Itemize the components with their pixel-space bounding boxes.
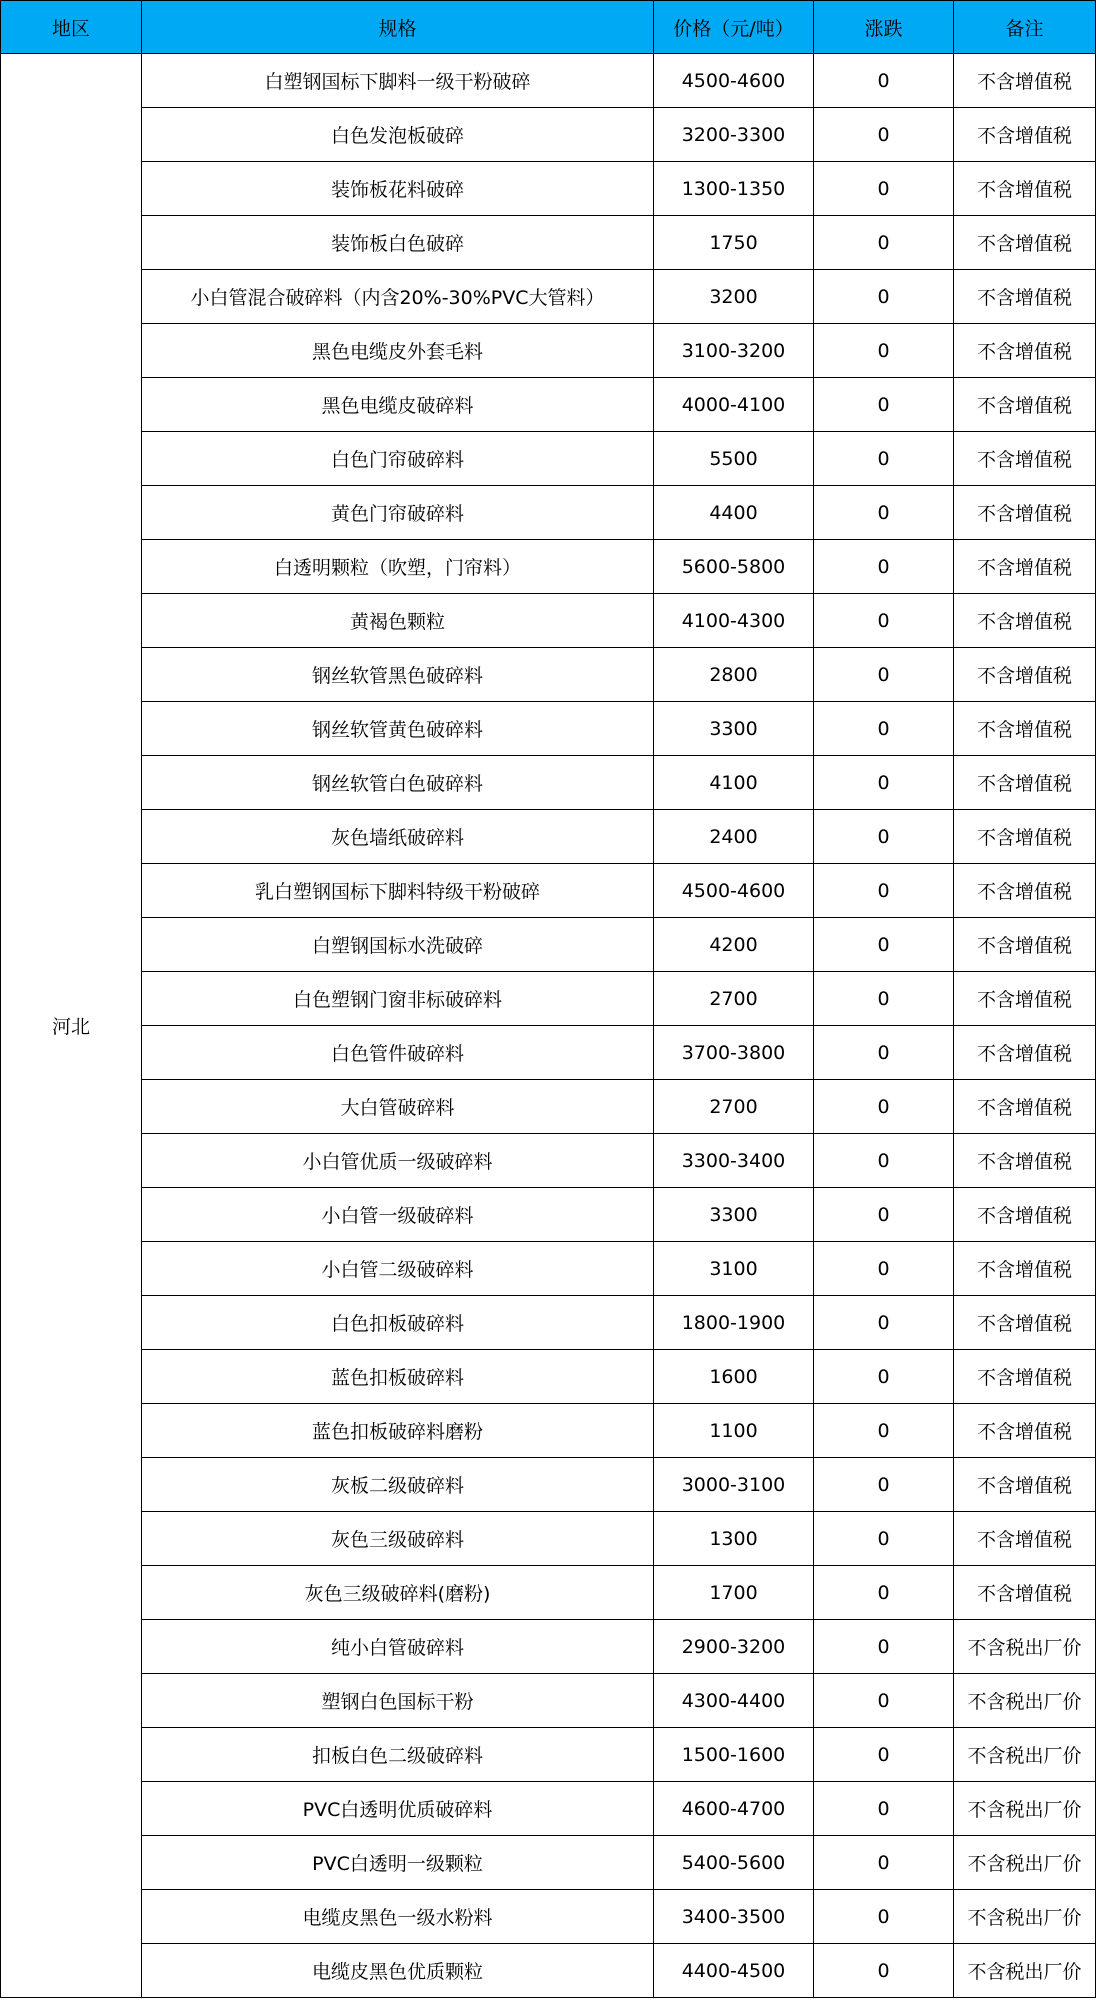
note-cell: 不含增值税 (954, 594, 1096, 648)
change-cell: 0 (814, 648, 954, 702)
spec-cell: 黄褐色颗粒 (142, 594, 654, 648)
header-spec: 规格 (142, 1, 654, 54)
note-cell: 不含税出厂价 (954, 1836, 1096, 1890)
table-row (1, 432, 1096, 486)
region-cell: 河北 (1, 54, 142, 1998)
spec-cell: 灰色三级破碎料 (142, 1512, 654, 1566)
note-cell: 不含增值税 (954, 162, 1096, 216)
header-region: 地区 (1, 1, 142, 54)
spec-cell: PVC白透明优质破碎料 (142, 1782, 654, 1836)
change-cell: 0 (814, 324, 954, 378)
price-cell: 4600-4700 (654, 1782, 814, 1836)
spec-cell: 灰板二级破碎料 (142, 1458, 654, 1512)
change-cell: 0 (814, 432, 954, 486)
note-cell: 不含增值税 (954, 324, 1096, 378)
change-cell: 0 (814, 1782, 954, 1836)
spec-cell: 白色发泡板破碎 (142, 108, 654, 162)
note-cell: 不含增值税 (954, 918, 1096, 972)
note-cell: 不含增值税 (954, 1458, 1096, 1512)
spec-cell: 小白管混合破碎料（内含20%-30%PVC大管料） (142, 270, 654, 324)
price-cell: 4500-4600 (654, 54, 814, 108)
spec-cell: 扣板白色二级破碎料 (142, 1728, 654, 1782)
table-row (1, 648, 1096, 702)
table-row (1, 1188, 1096, 1242)
table-row (1, 1566, 1096, 1620)
spec-cell: 钢丝软管黄色破碎料 (142, 702, 654, 756)
price-cell: 3100-3200 (654, 324, 814, 378)
change-cell: 0 (814, 1188, 954, 1242)
note-cell: 不含税出厂价 (954, 1620, 1096, 1674)
spec-cell: 蓝色扣板破碎料 (142, 1350, 654, 1404)
note-cell: 不含增值税 (954, 378, 1096, 432)
price-cell: 4100 (654, 756, 814, 810)
header-row (1, 1, 1096, 54)
note-cell: 不含增值税 (954, 756, 1096, 810)
table-row (1, 1242, 1096, 1296)
note-cell: 不含增值税 (954, 1080, 1096, 1134)
spec-cell: 白塑钢国标下脚料一级干粉破碎 (142, 54, 654, 108)
price-cell: 4100-4300 (654, 594, 814, 648)
note-cell: 不含增值税 (954, 1566, 1096, 1620)
table-row (1, 108, 1096, 162)
spec-cell: 灰色墙纸破碎料 (142, 810, 654, 864)
spec-cell: 灰色三级破碎料(磨粉) (142, 1566, 654, 1620)
price-cell: 4400-4500 (654, 1944, 814, 1998)
price-cell: 1800-1900 (654, 1296, 814, 1350)
note-cell: 不含增值税 (954, 216, 1096, 270)
price-cell: 2800 (654, 648, 814, 702)
price-cell: 3300-3400 (654, 1134, 814, 1188)
note-cell: 不含税出厂价 (954, 1890, 1096, 1944)
note-cell: 不含税出厂价 (954, 1728, 1096, 1782)
price-cell: 4200 (654, 918, 814, 972)
price-cell: 5600-5800 (654, 540, 814, 594)
price-cell: 2700 (654, 972, 814, 1026)
note-cell: 不含增值税 (954, 1296, 1096, 1350)
price-cell: 2400 (654, 810, 814, 864)
table-row (1, 864, 1096, 918)
header-price: 价格（元/吨） (654, 1, 814, 54)
change-cell: 0 (814, 1458, 954, 1512)
table-row (1, 1134, 1096, 1188)
change-cell: 0 (814, 594, 954, 648)
change-cell: 0 (814, 1404, 954, 1458)
spec-cell: 钢丝软管黑色破碎料 (142, 648, 654, 702)
table-row (1, 1458, 1096, 1512)
price-cell: 3300 (654, 1188, 814, 1242)
note-cell: 不含税出厂价 (954, 1944, 1096, 1998)
price-cell: 3000-3100 (654, 1458, 814, 1512)
change-cell: 0 (814, 378, 954, 432)
header-change: 涨跌 (814, 1, 954, 54)
spec-cell: 大白管破碎料 (142, 1080, 654, 1134)
spec-cell: PVC白透明一级颗粒 (142, 1836, 654, 1890)
table-row (1, 594, 1096, 648)
spec-cell: 小白管优质一级破碎料 (142, 1134, 654, 1188)
table-row (1, 486, 1096, 540)
note-cell: 不含增值税 (954, 1512, 1096, 1566)
price-cell: 4300-4400 (654, 1674, 814, 1728)
change-cell: 0 (814, 1620, 954, 1674)
note-cell: 不含增值税 (954, 810, 1096, 864)
spec-cell: 小白管一级破碎料 (142, 1188, 654, 1242)
spec-cell: 装饰板花料破碎 (142, 162, 654, 216)
table-row (1, 1404, 1096, 1458)
change-cell: 0 (814, 918, 954, 972)
note-cell: 不含增值税 (954, 1404, 1096, 1458)
spec-cell: 白透明颗粒（吹塑，门帘料） (142, 540, 654, 594)
change-cell: 0 (814, 486, 954, 540)
spec-cell: 钢丝软管白色破碎料 (142, 756, 654, 810)
spec-cell: 塑钢白色国标干粉 (142, 1674, 654, 1728)
price-cell: 1750 (654, 216, 814, 270)
spec-cell: 黑色电缆皮破碎料 (142, 378, 654, 432)
note-cell: 不含增值税 (954, 270, 1096, 324)
spec-cell: 蓝色扣板破碎料磨粉 (142, 1404, 654, 1458)
note-cell: 不含增值税 (954, 864, 1096, 918)
note-cell: 不含增值税 (954, 54, 1096, 108)
spec-cell: 黑色电缆皮外套毛料 (142, 324, 654, 378)
note-cell: 不含税出厂价 (954, 1782, 1096, 1836)
change-cell: 0 (814, 270, 954, 324)
note-cell: 不含增值税 (954, 702, 1096, 756)
table-row (1, 972, 1096, 1026)
note-cell: 不含增值税 (954, 432, 1096, 486)
change-cell: 0 (814, 1566, 954, 1620)
spec-cell: 白色门帘破碎料 (142, 432, 654, 486)
change-cell: 0 (814, 1134, 954, 1188)
table-row (1, 1782, 1096, 1836)
price-cell: 4000-4100 (654, 378, 814, 432)
price-cell: 4500-4600 (654, 864, 814, 918)
spec-cell: 电缆皮黑色优质颗粒 (142, 1944, 654, 1998)
table-row (1, 1674, 1096, 1728)
spec-cell: 装饰板白色破碎 (142, 216, 654, 270)
note-cell: 不含增值税 (954, 972, 1096, 1026)
price-cell: 3200-3300 (654, 108, 814, 162)
spec-cell: 白塑钢国标水洗破碎 (142, 918, 654, 972)
price-cell: 3100 (654, 1242, 814, 1296)
change-cell: 0 (814, 162, 954, 216)
note-cell: 不含税出厂价 (954, 1674, 1096, 1728)
change-cell: 0 (814, 1026, 954, 1080)
price-cell: 3400-3500 (654, 1890, 814, 1944)
note-cell: 不含增值税 (954, 1134, 1096, 1188)
table-row (1, 1620, 1096, 1674)
spec-cell: 小白管二级破碎料 (142, 1242, 654, 1296)
price-cell: 5400-5600 (654, 1836, 814, 1890)
note-cell: 不含增值税 (954, 108, 1096, 162)
note-cell: 不含增值税 (954, 1188, 1096, 1242)
price-cell: 1500-1600 (654, 1728, 814, 1782)
price-cell: 2700 (654, 1080, 814, 1134)
change-cell: 0 (814, 540, 954, 594)
price-cell: 3200 (654, 270, 814, 324)
spec-cell: 电缆皮黑色一级水粉料 (142, 1890, 654, 1944)
price-cell: 1300 (654, 1512, 814, 1566)
change-cell: 0 (814, 1080, 954, 1134)
table-row (1, 1296, 1096, 1350)
table-row (1, 162, 1096, 216)
change-cell: 0 (814, 1728, 954, 1782)
note-cell: 不含增值税 (954, 1026, 1096, 1080)
note-cell: 不含增值税 (954, 1242, 1096, 1296)
change-cell: 0 (814, 1512, 954, 1566)
price-cell: 4400 (654, 486, 814, 540)
note-cell: 不含增值税 (954, 1350, 1096, 1404)
table-row (1, 1836, 1096, 1890)
change-cell: 0 (814, 864, 954, 918)
price-cell: 3700-3800 (654, 1026, 814, 1080)
table-row (1, 270, 1096, 324)
note-cell: 不含增值税 (954, 648, 1096, 702)
price-cell: 1100 (654, 1404, 814, 1458)
spec-cell: 黄色门帘破碎料 (142, 486, 654, 540)
table-row (1, 54, 1096, 108)
spec-cell: 纯小白管破碎料 (142, 1620, 654, 1674)
change-cell: 0 (814, 810, 954, 864)
table-row (1, 378, 1096, 432)
price-cell: 1300-1350 (654, 162, 814, 216)
table-row (1, 756, 1096, 810)
price-cell: 2900-3200 (654, 1620, 814, 1674)
table-row (1, 1512, 1096, 1566)
table-row (1, 1890, 1096, 1944)
change-cell: 0 (814, 54, 954, 108)
table-row (1, 324, 1096, 378)
table-row (1, 216, 1096, 270)
header-note: 备注 (954, 1, 1096, 54)
spec-cell: 乳白塑钢国标下脚料特级干粉破碎 (142, 864, 654, 918)
spec-cell: 白色扣板破碎料 (142, 1296, 654, 1350)
table-row (1, 1728, 1096, 1782)
table-row (1, 1944, 1096, 1998)
table-row (1, 1080, 1096, 1134)
change-cell: 0 (814, 1890, 954, 1944)
note-cell: 不含增值税 (954, 540, 1096, 594)
change-cell: 0 (814, 756, 954, 810)
table-row (1, 1350, 1096, 1404)
table-row (1, 918, 1096, 972)
table-body (1, 54, 1096, 1998)
price-cell: 1600 (654, 1350, 814, 1404)
change-cell: 0 (814, 1242, 954, 1296)
spec-cell: 白色管件破碎料 (142, 1026, 654, 1080)
change-cell: 0 (814, 1674, 954, 1728)
change-cell: 0 (814, 1836, 954, 1890)
change-cell: 0 (814, 108, 954, 162)
price-cell: 3300 (654, 702, 814, 756)
change-cell: 0 (814, 216, 954, 270)
price-cell: 5500 (654, 432, 814, 486)
change-cell: 0 (814, 1350, 954, 1404)
table-row (1, 702, 1096, 756)
change-cell: 0 (814, 702, 954, 756)
change-cell: 0 (814, 972, 954, 1026)
table-row (1, 810, 1096, 864)
spec-cell: 白色塑钢门窗非标破碎料 (142, 972, 654, 1026)
price-cell: 1700 (654, 1566, 814, 1620)
change-cell: 0 (814, 1296, 954, 1350)
table-row (1, 1026, 1096, 1080)
table-row (1, 540, 1096, 594)
change-cell: 0 (814, 1944, 954, 1998)
note-cell: 不含增值税 (954, 486, 1096, 540)
